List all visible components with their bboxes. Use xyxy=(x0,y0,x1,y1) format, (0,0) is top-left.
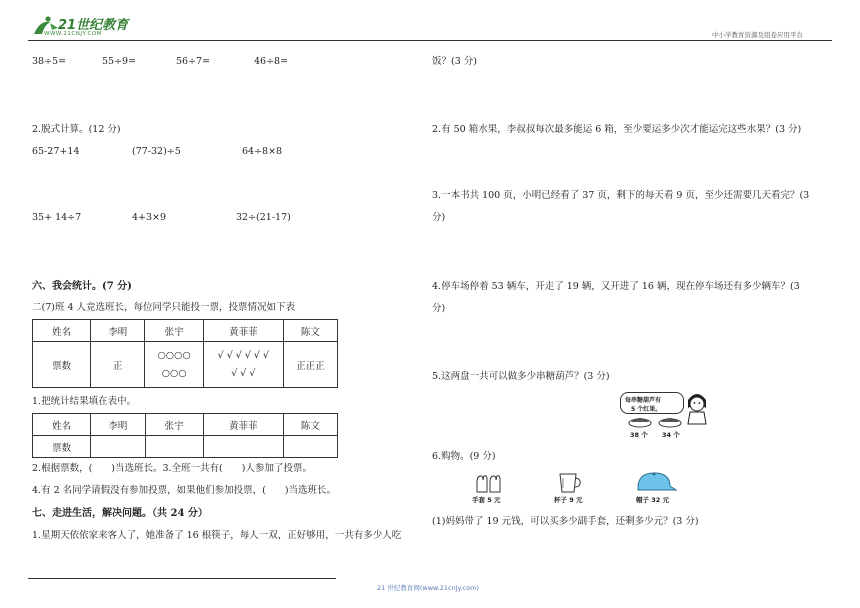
blank-cell[interactable] xyxy=(203,436,283,458)
plates-icon xyxy=(628,414,684,428)
table-header: 陈文 xyxy=(283,414,337,436)
calc-5: 4+3×9 xyxy=(132,212,167,223)
q7-1-text: 1.星期天依依家来客人了，她准备了 16 根筷子，每人一双，正好够用，一共有多少人吃 xyxy=(32,530,402,541)
bubble-line-2: 5 个红果。 xyxy=(631,406,662,413)
speech-bubble xyxy=(620,392,684,414)
calc-3: 64÷8×8 xyxy=(242,146,283,157)
site-name: 中小学教育资源及组卷应用平台 xyxy=(712,31,803,39)
q7-6-1-text: (1)妈妈带了 19 元钱，可以买多少副手套，还剩多少元？(3 分) xyxy=(432,516,699,527)
plate-2-count: 34 个 xyxy=(662,431,680,439)
division-3: 56÷7= xyxy=(176,56,211,67)
table-header: 黄菲菲 xyxy=(203,414,283,436)
table-header: 姓名 xyxy=(33,320,91,342)
q7-4-text-cont: 分) xyxy=(432,303,446,314)
logo xyxy=(30,14,142,40)
vote-result-table xyxy=(32,413,338,458)
gloves-icon xyxy=(474,474,504,494)
table-header: 李明 xyxy=(91,414,145,436)
tally-huang xyxy=(203,342,283,388)
tally-huang-bottom: √ √ √ xyxy=(231,367,256,379)
q4-text: 4.有 2 名同学请假没有参加投票，如果他们参加投票，( )当选班长。 xyxy=(32,485,337,496)
q7-3-text: 3.一本书共 100 页，小明已经看了 37 页，剩下的每天看 9 页，至少还需要几天看完？(3 xyxy=(432,190,810,201)
q1-fill-table: 1.把统计结果填在表中。 xyxy=(32,396,137,407)
tally-zhangyu xyxy=(145,342,204,388)
q7-3-text-cont: 分) xyxy=(432,212,446,223)
bubble-line-1: 每串糖葫芦有 xyxy=(625,397,662,404)
plate-1-count: 38 个 xyxy=(630,431,648,439)
calc-6: 32÷(21-17) xyxy=(236,212,291,223)
table-header: 姓名 xyxy=(33,414,91,436)
blank-cell[interactable] xyxy=(145,436,203,458)
vote-tally-table xyxy=(32,319,338,388)
table-header: 张宇 xyxy=(145,414,203,436)
header-rule xyxy=(28,40,832,41)
section-7-title: 七、走进生活，解决问题。（共 24 分） xyxy=(32,508,208,519)
blank-cell[interactable] xyxy=(283,436,337,458)
blank-cell[interactable] xyxy=(91,436,145,458)
table-header: 黄菲菲 xyxy=(203,320,283,342)
tanghulu-illustration xyxy=(620,390,720,440)
q7-1-continued: 饭？(3 分) xyxy=(432,56,477,67)
cup-price: 杯子 9 元 xyxy=(554,496,583,504)
logo-subtext: WWW.21CNJY.COM xyxy=(44,31,102,37)
calc-4: 35+ 14÷7 xyxy=(32,212,82,223)
logo-text: 21世纪教育 xyxy=(58,18,129,33)
footer-text: 21 世纪教育网(www.21cnjy.com) xyxy=(377,584,479,592)
cap-hat-icon xyxy=(632,470,678,496)
tally-huang-top: √ √ √ √ √ √ xyxy=(217,349,270,361)
section-6-title: 六、我会统计。(7 分) xyxy=(32,281,132,292)
q2-title: 2.脱式计算。(12 分) xyxy=(32,124,121,135)
table-header: 李明 xyxy=(91,320,145,342)
table-header: 陈文 xyxy=(283,320,337,342)
calc-2: (77-32)÷5 xyxy=(132,146,181,157)
table-row-label: 票数 xyxy=(33,342,91,388)
q7-4-text: 4.停车场停着 53 辆车，开走了 19 辆，又开进了 16 辆，现在停车场还有多少辆车？(3 xyxy=(432,281,800,292)
table-row-label: 票数 xyxy=(33,436,91,458)
tally-chenwen: 正正正 xyxy=(283,342,337,388)
division-2: 55÷9= xyxy=(102,56,137,67)
division-4: 46÷8= xyxy=(254,56,289,67)
q2-q3-text: 2.根据票数，( )当选班长。3.全班一共有( )人参加了投票。 xyxy=(32,463,312,474)
cap-price: 帽子 32 元 xyxy=(636,496,670,504)
q7-2-text: 2.有 50 箱水果，李叔叔每次最多能运 6 箱，至少要运多少次才能运完这些水果？(3 分) xyxy=(432,124,802,135)
division-1: 38÷5= xyxy=(32,56,67,67)
cup-icon xyxy=(556,470,582,494)
footer-rule xyxy=(28,578,336,579)
q7-6-text: 6.购物。(9 分) xyxy=(432,451,496,462)
q7-5-text: 5.这两盘一共可以做多少串糖葫芦？(3 分) xyxy=(432,371,610,382)
girl-icon xyxy=(684,390,710,426)
calc-1: 65-27+14 xyxy=(32,146,80,157)
gloves-price: 手套 5 元 xyxy=(472,496,501,504)
section-6-intro: 二(7)班 4 人竞选班长，每位同学只能投一票，投票情况如下表 xyxy=(32,302,296,313)
tally-zhangyu-bottom: ○○○ xyxy=(161,367,187,379)
tally-zhangyu-top: ○○○○ xyxy=(157,349,191,361)
table-header: 张宇 xyxy=(145,320,204,342)
tally-liming: 正 xyxy=(91,342,145,388)
